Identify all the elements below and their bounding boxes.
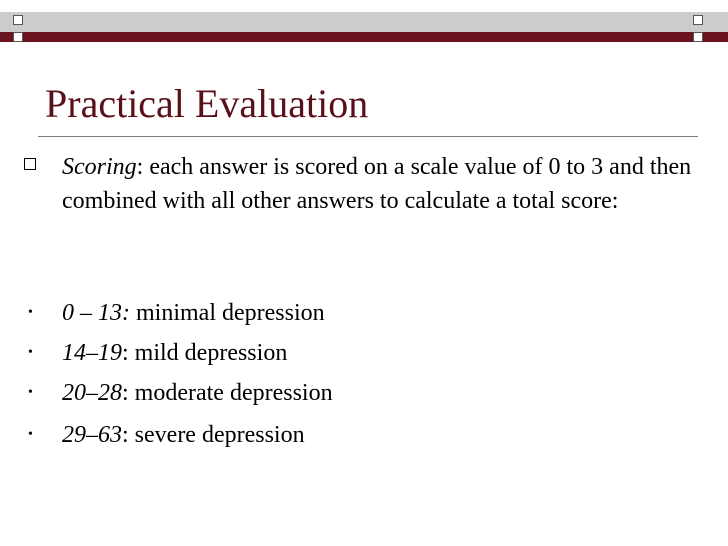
scoring-description: : each answer is scored on a scale value of 0 to 3 and then combined with all other answers to calculate a total score: bbox=[62, 154, 692, 214]
score-label: : moderate depression bbox=[122, 380, 333, 406]
dot-bullet-icon: • bbox=[28, 345, 33, 360]
score-range: 14–19 bbox=[62, 340, 122, 366]
top-gray-band bbox=[0, 12, 728, 32]
score-range: 0 – 13: bbox=[62, 300, 130, 326]
band-square-icon bbox=[693, 15, 703, 25]
score-label: : severe depression bbox=[122, 422, 305, 448]
list-item bbox=[24, 336, 684, 370]
band-square-icon bbox=[693, 32, 703, 42]
top-dark-band bbox=[0, 32, 728, 42]
scoring-term: Scoring bbox=[62, 154, 137, 180]
dot-bullet-icon: • bbox=[28, 305, 33, 320]
slide-title: Practical Evaluation bbox=[45, 81, 369, 126]
score-label: minimal depression bbox=[130, 300, 325, 326]
dot-bullet-icon: • bbox=[28, 427, 33, 442]
band-square-icon bbox=[13, 32, 23, 42]
list-item bbox=[24, 418, 684, 452]
score-label: : mild depression bbox=[122, 340, 288, 366]
score-range: 20–28 bbox=[62, 380, 122, 406]
list-item bbox=[24, 376, 684, 410]
dot-bullet-icon: • bbox=[28, 385, 33, 400]
score-range: 29–63 bbox=[62, 422, 122, 448]
band-square-icon bbox=[13, 15, 23, 25]
list-item bbox=[24, 296, 684, 330]
hollow-square-bullet-icon bbox=[24, 158, 36, 170]
scoring-text bbox=[62, 150, 692, 218]
title-divider bbox=[38, 136, 698, 137]
